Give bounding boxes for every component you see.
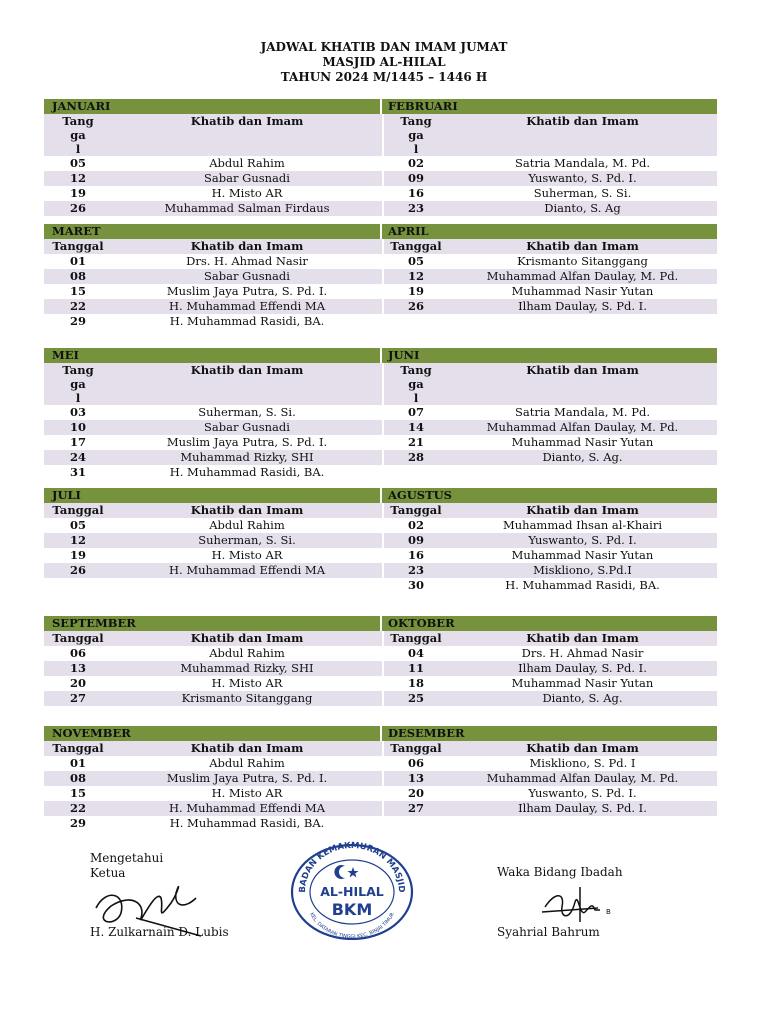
stamp-bottom-ring-text: KEL. DATARAN TINGGI KEC. BINJAI TIMUR [308, 911, 396, 940]
table-row [44, 201, 717, 216]
table-row [44, 786, 717, 801]
khatib-name-cell: Krismanto Sitanggang [112, 691, 382, 706]
khatib-name-cell: Dianto, S. Ag [448, 201, 717, 216]
khatib-name-cell [448, 314, 717, 329]
header-date-split [61, 363, 95, 405]
date-cell: 12 [384, 269, 448, 284]
khatib-name-cell: Muslim Jaya Putra, S. Pd. I. [112, 435, 382, 450]
date-cell: 14 [384, 420, 448, 435]
date-cell: 15 [44, 786, 112, 801]
khatib-name-cell: H. Muhammad Rasidi, BA. [112, 314, 382, 329]
khatib-name-cell: H. Misto AR [112, 676, 382, 691]
schedule-table [44, 239, 717, 329]
date-cell [384, 465, 448, 480]
table-header-row [44, 239, 717, 254]
title-line-2: MASJID AL-HILAL [322, 55, 446, 69]
header-name: Khatib dan Imam [112, 239, 382, 254]
schedule-table [44, 503, 717, 593]
khatib-name-cell: Satria Mandala, M. Pd. [448, 405, 717, 420]
date-cell: 13 [384, 771, 448, 786]
month-pair-1 [44, 224, 717, 329]
khatib-name-cell: Sabar Gusnadi [112, 269, 382, 284]
table-row [44, 269, 717, 284]
khatib-name-cell: Ilham Daulay, S. Pd. I. [448, 801, 717, 816]
date-cell: 23 [384, 201, 448, 216]
khatib-name-cell: Abdul Rahim [112, 518, 382, 533]
khatib-name-cell: H. Muhammad Effendi MA [112, 563, 382, 578]
stamp-ring-text: BADAN KEMAKMURAN MASJID [297, 840, 407, 893]
stamp-name: AL-HILAL [320, 884, 384, 899]
schedule-table [44, 363, 717, 480]
date-cell: 19 [384, 284, 448, 299]
khatib-name-cell: Muhammad Nasir Yutan [448, 284, 717, 299]
month-name-right: JUNI [388, 348, 420, 362]
date-cell: 30 [384, 578, 448, 593]
table-row [44, 578, 717, 593]
date-cell: 16 [384, 548, 448, 563]
table-header-row [44, 631, 717, 646]
date-cell [44, 578, 112, 593]
table-row [44, 563, 717, 578]
header-date-part-2: l [413, 391, 419, 405]
date-cell: 11 [384, 661, 448, 676]
khatib-name-cell: Sabar Gusnadi [112, 171, 382, 186]
month-pair-5 [44, 726, 717, 831]
header-date-part-1: Tangga [62, 363, 94, 391]
table-row [44, 314, 717, 329]
khatib-name-cell: H. Muhammad Rasidi, BA. [448, 578, 717, 593]
date-cell: 19 [44, 548, 112, 563]
khatib-name-cell: Abdul Rahim [112, 646, 382, 661]
khatib-name-cell: H. Muhammad Rasidi, BA. [112, 816, 382, 831]
month-pair-0 [44, 99, 717, 216]
khatib-name-cell: Yuswanto, S. Pd. I. [448, 533, 717, 548]
header-date-part-2: l [413, 142, 419, 156]
date-cell: 02 [384, 156, 448, 171]
date-cell: 05 [44, 518, 112, 533]
khatib-name-cell: Satria Mandala, M. Pd. [448, 156, 717, 171]
header-date: Tanggal [384, 503, 448, 518]
khatib-name-cell: Suherman, S. Si. [112, 405, 382, 420]
header-date: Tanggal [384, 741, 448, 756]
date-cell: 10 [44, 420, 112, 435]
header-date [44, 363, 112, 405]
table-row [44, 518, 717, 533]
table-row [44, 299, 717, 314]
date-cell: 01 [44, 756, 112, 771]
table-header-row [44, 114, 717, 156]
date-cell: 20 [384, 786, 448, 801]
chairman-name: H. Zulkarnain D. Lubis [90, 925, 229, 939]
header-date-part-1: Tangga [62, 114, 94, 142]
date-cell: 26 [384, 299, 448, 314]
khatib-name-cell: Miskliono, S. Pd. I [448, 756, 717, 771]
header-name: Khatib dan Imam [112, 631, 382, 646]
table-header-row [44, 363, 717, 405]
date-cell: 21 [384, 435, 448, 450]
date-cell: 24 [44, 450, 112, 465]
month-name-right: APRIL [388, 224, 429, 238]
khatib-name-cell: Abdul Rahim [112, 756, 382, 771]
khatib-name-cell: H. Muhammad Effendi MA [112, 801, 382, 816]
header-date: Tanggal [44, 741, 112, 756]
khatib-name-cell: Dianto, S. Ag. [448, 691, 717, 706]
date-cell: 12 [44, 171, 112, 186]
waka-name: Syahrial Bahrum [497, 925, 600, 939]
table-header-row [44, 741, 717, 756]
month-name-left: MARET [44, 224, 382, 239]
khatib-name-cell: Muhammad Rizky, SHI [112, 661, 382, 676]
khatib-name-cell: Muhammad Nasir Yutan [448, 676, 717, 691]
khatib-name-cell: Muhammad Alfan Daulay, M. Pd. [448, 771, 717, 786]
header-date-split [399, 114, 433, 156]
table-row [44, 435, 717, 450]
header-name: Khatib dan Imam [448, 631, 717, 646]
date-cell: 18 [384, 676, 448, 691]
khatib-name-cell: Muhammad Nasir Yutan [448, 548, 717, 563]
khatib-name-cell: Abdul Rahim [112, 156, 382, 171]
header-date: Tanggal [44, 239, 112, 254]
header-date [384, 363, 448, 405]
header-name: Khatib dan Imam [448, 741, 717, 756]
table-row [44, 661, 717, 676]
date-cell: 05 [44, 156, 112, 171]
khatib-name-cell: Miskliono, S.Pd.I [448, 563, 717, 578]
acknowledged-label: Mengetahui [90, 851, 164, 865]
date-cell: 09 [384, 533, 448, 548]
month-name-left: JANUARI [44, 99, 382, 114]
khatib-name-cell: Suherman, S. Si. [112, 533, 382, 548]
date-cell: 20 [44, 676, 112, 691]
table-row [44, 646, 717, 661]
khatib-name-cell: Dianto, S. Ag. [448, 450, 717, 465]
waka-title: Waka Bidang Ibadah [497, 865, 623, 879]
khatib-name-cell: Muhammad Salman Firdaus [112, 201, 382, 216]
table-row [44, 254, 717, 269]
title-line-3: TAHUN 2024 M/1445 – 1446 H [280, 70, 488, 84]
header-name: Khatib dan Imam [448, 363, 717, 405]
chairman-label: Ketua [90, 866, 126, 880]
header-name: Khatib dan Imam [448, 239, 717, 254]
month-name-left: MEI [44, 348, 382, 363]
month-band [44, 488, 717, 503]
khatib-name-cell: Muslim Jaya Putra, S. Pd. I. [112, 771, 382, 786]
header-date [44, 114, 112, 156]
header-date-part-2: l [75, 142, 81, 156]
table-row [44, 450, 717, 465]
table-row [44, 548, 717, 563]
header-name: Khatib dan Imam [448, 114, 717, 156]
month-band [44, 224, 717, 239]
date-cell: 03 [44, 405, 112, 420]
stamp-abbr: BKM [331, 900, 373, 919]
date-cell: 12 [44, 533, 112, 548]
table-row [44, 405, 717, 420]
header-name: Khatib dan Imam [448, 503, 717, 518]
khatib-name-cell: Drs. H. Ahmad Nasir [112, 254, 382, 269]
khatib-name-cell: Muhammad Nasir Yutan [448, 435, 717, 450]
date-cell: 29 [44, 314, 112, 329]
khatib-name-cell: Muhammad Ihsan al-Khairi [448, 518, 717, 533]
khatib-name-cell [448, 816, 717, 831]
date-cell: 06 [44, 646, 112, 661]
khatib-name-cell: H. Misto AR [112, 548, 382, 563]
khatib-name-cell: Muhammad Rizky, SHI [112, 450, 382, 465]
table-row [44, 816, 717, 831]
date-cell: 28 [384, 450, 448, 465]
table-row [44, 284, 717, 299]
date-cell [384, 816, 448, 831]
date-cell: 16 [384, 186, 448, 201]
month-band [44, 616, 717, 631]
khatib-name-cell: Muhammad Alfan Daulay, M. Pd. [448, 269, 717, 284]
header-date-split [61, 114, 95, 156]
table-row [44, 771, 717, 786]
date-cell: 31 [44, 465, 112, 480]
header-date [384, 114, 448, 156]
schedule-table [44, 631, 717, 706]
month-band [44, 726, 717, 741]
table-row [44, 533, 717, 548]
month-pair-3 [44, 488, 717, 593]
date-cell [384, 314, 448, 329]
khatib-name-cell: Muhammad Alfan Daulay, M. Pd. [448, 420, 717, 435]
header-name: Khatib dan Imam [112, 363, 382, 405]
khatib-name-cell [448, 465, 717, 480]
month-name-left: NOVEMBER [44, 726, 382, 741]
khatib-name-cell: Ilham Daulay, S. Pd. I. [448, 661, 717, 676]
document-header [0, 40, 768, 85]
table-row [44, 691, 717, 706]
month-band [44, 348, 717, 363]
month-name-right: OKTOBER [388, 616, 455, 630]
date-cell: 26 [44, 563, 112, 578]
date-cell: 08 [44, 269, 112, 284]
header-date: Tanggal [44, 503, 112, 518]
table-row [44, 801, 717, 816]
month-name-left: SEPTEMBER [44, 616, 382, 631]
khatib-name-cell: Krismanto Sitanggang [448, 254, 717, 269]
month-name-right: FEBRUARI [388, 99, 458, 113]
khatib-name-cell: Suherman, S. Si. [448, 186, 717, 201]
khatib-name-cell: H. Misto AR [112, 186, 382, 201]
date-cell: 26 [44, 201, 112, 216]
date-cell: 02 [384, 518, 448, 533]
khatib-name-cell [112, 578, 382, 593]
crescent-icon [334, 865, 345, 879]
header-name: Khatib dan Imam [112, 741, 382, 756]
schedule-table [44, 741, 717, 831]
date-cell: 01 [44, 254, 112, 269]
khatib-name-cell: Yuswanto, S. Pd. I. [448, 171, 717, 186]
table-row [44, 420, 717, 435]
month-pair-2 [44, 348, 717, 480]
waka-signature [540, 882, 620, 927]
table-row [44, 186, 717, 201]
table-row [44, 676, 717, 691]
svg-text:B: B [606, 908, 611, 916]
khatib-name-cell: Sabar Gusnadi [112, 420, 382, 435]
header-name: Khatib dan Imam [112, 503, 382, 518]
date-cell: 27 [44, 691, 112, 706]
khatib-name-cell: H. Misto AR [112, 786, 382, 801]
date-cell: 04 [384, 646, 448, 661]
title-line-1: JADWAL KHATIB DAN IMAM JUMAT [260, 40, 508, 54]
table-row [44, 465, 717, 480]
schedule-table [44, 114, 717, 216]
khatib-name-cell: Drs. H. Ahmad Nasir [448, 646, 717, 661]
table-header-row [44, 503, 717, 518]
khatib-name-cell: H. Muhammad Effendi MA [112, 299, 382, 314]
header-date-part-1: Tangga [400, 363, 432, 391]
header-date: Tanggal [384, 239, 448, 254]
date-cell: 23 [384, 563, 448, 578]
date-cell: 25 [384, 691, 448, 706]
month-band [44, 99, 717, 114]
khatib-name-cell: Muslim Jaya Putra, S. Pd. I. [112, 284, 382, 299]
khatib-name-cell: H. Muhammad Rasidi, BA. [112, 465, 382, 480]
header-date-part-1: Tangga [400, 114, 432, 142]
month-name-right: AGUSTUS [388, 488, 452, 502]
month-name-right: DESEMBER [388, 726, 465, 740]
month-name-left: JULI [44, 488, 382, 503]
date-cell: 22 [44, 801, 112, 816]
date-cell: 22 [44, 299, 112, 314]
header-date: Tanggal [384, 631, 448, 646]
date-cell: 13 [44, 661, 112, 676]
khatib-name-cell: Yuswanto, S. Pd. I. [448, 786, 717, 801]
date-cell: 09 [384, 171, 448, 186]
table-row [44, 156, 717, 171]
table-row [44, 171, 717, 186]
header-name: Khatib dan Imam [112, 114, 382, 156]
date-cell: 29 [44, 816, 112, 831]
header-date-part-2: l [75, 391, 81, 405]
star-icon [348, 867, 359, 878]
header-date: Tanggal [44, 631, 112, 646]
bkm-stamp-seal [287, 840, 417, 940]
header-date-split [399, 363, 433, 405]
date-cell: 07 [384, 405, 448, 420]
date-cell: 08 [44, 771, 112, 786]
date-cell: 19 [44, 186, 112, 201]
table-row [44, 756, 717, 771]
date-cell: 06 [384, 756, 448, 771]
date-cell: 27 [384, 801, 448, 816]
date-cell: 05 [384, 254, 448, 269]
month-pair-4 [44, 616, 717, 706]
khatib-name-cell: Ilham Daulay, S. Pd. I. [448, 299, 717, 314]
date-cell: 17 [44, 435, 112, 450]
date-cell: 15 [44, 284, 112, 299]
